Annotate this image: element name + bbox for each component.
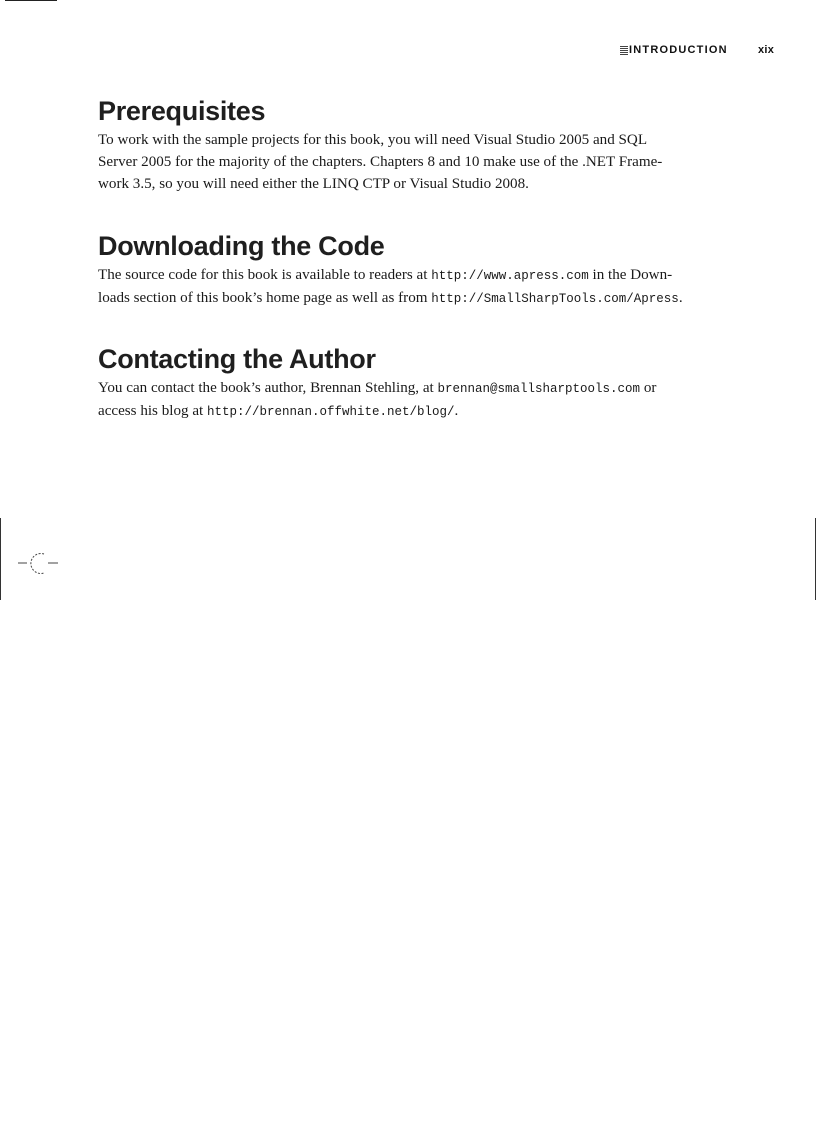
crop-mark-top bbox=[5, 0, 57, 1]
text-run: To work with the sample projects for this book, you will need Visual Studio 2005 and SQL bbox=[98, 132, 648, 148]
text-run: work 3.5, so you will need either the LINQ CTP or Visual Studio 2008. bbox=[98, 176, 529, 192]
section-downloading-code bbox=[98, 231, 718, 310]
section-heading: Prerequisites bbox=[98, 96, 266, 126]
page-number: xix bbox=[758, 44, 775, 56]
blog-url-link[interactable]: http://brennan.offwhite.net/blog/ bbox=[206, 405, 455, 419]
text-line bbox=[98, 380, 656, 396]
section-heading: Contacting the Author bbox=[98, 344, 376, 374]
section-heading: Downloading the Code bbox=[98, 231, 385, 261]
section-paragraph bbox=[98, 264, 718, 310]
text-run: The source code for this book is available to readers at bbox=[98, 267, 432, 283]
text-run: in the Down- bbox=[588, 267, 673, 283]
text-line bbox=[98, 267, 672, 283]
text-line bbox=[98, 154, 662, 170]
text-run: access his blog at bbox=[98, 403, 207, 419]
smallsharptools-url-link[interactable]: http://SmallSharpTools.com/Apress bbox=[431, 292, 679, 306]
text-line bbox=[98, 132, 647, 148]
section-paragraph bbox=[98, 129, 718, 195]
running-head bbox=[620, 44, 780, 60]
text-run: . bbox=[678, 290, 683, 306]
crop-mark-left bbox=[0, 518, 1, 600]
text-line bbox=[98, 290, 683, 306]
section-marker-icon bbox=[620, 46, 628, 55]
text-run: . bbox=[454, 403, 459, 419]
apress-url-link[interactable]: http://www.apress.com bbox=[431, 269, 589, 283]
text-run: Server 2005 for the majority of the chapters. Chapters 8 and 10 make use of the .NET Frame- bbox=[98, 154, 663, 170]
section-paragraph bbox=[98, 377, 718, 423]
text-line bbox=[98, 403, 458, 419]
section-prerequisites bbox=[98, 96, 718, 195]
text-run: or bbox=[640, 380, 657, 396]
text-run: loads section of this book’s home page as well as from bbox=[98, 290, 432, 306]
section-contacting-author bbox=[98, 344, 718, 423]
text-line bbox=[98, 176, 529, 192]
running-head-title: INTRODUCTION bbox=[629, 44, 728, 56]
registration-mark-icon bbox=[18, 550, 60, 578]
text-run: You can contact the book’s author, Brennan Stehling, at bbox=[98, 380, 438, 396]
author-email-link[interactable]: brennan@smallsharptools.com bbox=[437, 382, 641, 396]
